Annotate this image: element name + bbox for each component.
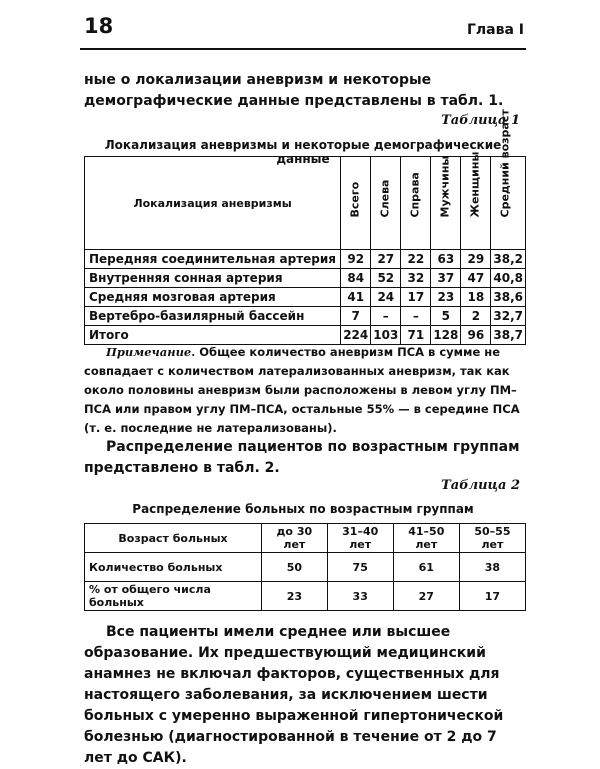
table-cell: 38,2 — [491, 250, 526, 269]
table1-col-header: Мужчины — [431, 157, 461, 250]
table1-caption: Таблица 1 — [441, 113, 520, 128]
table-cell: 38,6 — [491, 288, 526, 307]
table-cell: 61 — [393, 553, 459, 582]
table1-header-row — [85, 157, 526, 250]
table1-col-header: Слева — [371, 157, 401, 250]
paragraph-education: Все пациенты имели среднее или высшее образование. Их предшествующий медицинский анамнез не включал факторов, существенных для настоящего заболевания, за исключением шести больных с умеренно выраженной гипертонической болезнью (диагностированной в течение от 2 до 7 лет до САК). — [84, 624, 504, 766]
table-cell: 29 — [461, 250, 491, 269]
table-cell: 27 — [393, 582, 459, 611]
table-cell: 40,8 — [491, 269, 526, 288]
table1-col-header: Женщины — [461, 157, 491, 250]
table-cell: 17 — [459, 582, 525, 611]
table-cell: 18 — [461, 288, 491, 307]
table-cell: 224 — [341, 326, 371, 345]
table2-corner-header: Возраст больных — [85, 524, 262, 553]
table2-title: Распределение больных по возрастным группам — [132, 502, 474, 516]
header-rule — [80, 48, 526, 50]
table2-col-header: 50–55 лет — [459, 524, 525, 553]
page-number: 18 — [84, 14, 114, 38]
row-label: Вертебро-базилярный бассейн — [85, 307, 341, 326]
table-cell: 41 — [341, 288, 371, 307]
table-row — [85, 250, 526, 269]
table-cell: 63 — [431, 250, 461, 269]
table1-col-header: Всего — [341, 157, 371, 250]
table-cell: 38 — [459, 553, 525, 582]
table-cell: 128 — [431, 326, 461, 345]
table-cell: 92 — [341, 250, 371, 269]
table1-col-header: Средний возраст — [491, 157, 526, 250]
table-cell: 103 — [371, 326, 401, 345]
intro-paragraph: ные о локализации аневризм и некоторые демографические данные представлены в табл. 1. — [84, 72, 504, 109]
table-cell: 37 — [431, 269, 461, 288]
table1-title: Локализация аневризмы и некоторые демографические данные — [104, 138, 502, 166]
table2-body — [85, 553, 526, 611]
table-cell: 7 — [341, 307, 371, 326]
table-row — [85, 326, 526, 345]
table2-col-header: 41–50 лет — [393, 524, 459, 553]
table-cell: 33 — [327, 582, 393, 611]
table2-caption: Таблица 2 — [441, 478, 520, 493]
table-cell: 23 — [431, 288, 461, 307]
table-cell: 23 — [262, 582, 328, 611]
table-cell: 47 — [461, 269, 491, 288]
table-cell: – — [371, 307, 401, 326]
table1-body — [85, 250, 526, 345]
table-cell: 52 — [371, 269, 401, 288]
paragraph-age-distribution: Распределение пациентов по возрастным группам представлено в табл. 2. — [84, 439, 520, 476]
chapter-title: Глава I — [466, 22, 524, 38]
table-row — [85, 582, 526, 611]
table1-note — [84, 343, 522, 438]
table2-col-header: 31–40 лет — [327, 524, 393, 553]
table-cell: 38,7 — [491, 326, 526, 345]
table1-corner-header: Локализация аневризмы — [85, 157, 341, 250]
table-cell: 2 — [461, 307, 491, 326]
table-cell: 32,7 — [491, 307, 526, 326]
table-row — [85, 553, 526, 582]
row-label: Передняя соединительная артерия — [85, 250, 341, 269]
row-label: Итого — [85, 326, 341, 345]
table-row — [85, 307, 526, 326]
row-label: % от общего числа больных — [85, 582, 262, 611]
table-cell: 84 — [341, 269, 371, 288]
row-label: Количество больных — [85, 553, 262, 582]
table-cell: 17 — [401, 288, 431, 307]
table-row — [85, 269, 526, 288]
table2-header-row — [85, 524, 526, 553]
table-cell: 24 — [371, 288, 401, 307]
table-row — [85, 288, 526, 307]
table1-col-header: Справа — [401, 157, 431, 250]
table2 — [84, 523, 526, 611]
table-cell: 96 — [461, 326, 491, 345]
table-cell: 22 — [401, 250, 431, 269]
row-label: Средняя мозговая артерия — [85, 288, 341, 307]
note-label: Примечание. — [106, 345, 196, 359]
table-cell: 5 — [431, 307, 461, 326]
table-cell: 75 — [327, 553, 393, 582]
table-cell: 71 — [401, 326, 431, 345]
table-cell: – — [401, 307, 431, 326]
table-cell: 27 — [371, 250, 401, 269]
table2-col-header: до 30 лет — [262, 524, 328, 553]
table-cell: 50 — [262, 553, 328, 582]
row-label: Внутренняя сонная артерия — [85, 269, 341, 288]
table-cell: 32 — [401, 269, 431, 288]
note-text: Общее количество аневризм ПСА в сумме не совпадает с количеством латерализованных аневризм, так как около половины аневризм были расположены в левом углу ПМ–ПСА или правом углу ПМ–ПСА, остальные 55% — в середине ПСА (т. е. последние не латерализованы). — [84, 345, 520, 435]
